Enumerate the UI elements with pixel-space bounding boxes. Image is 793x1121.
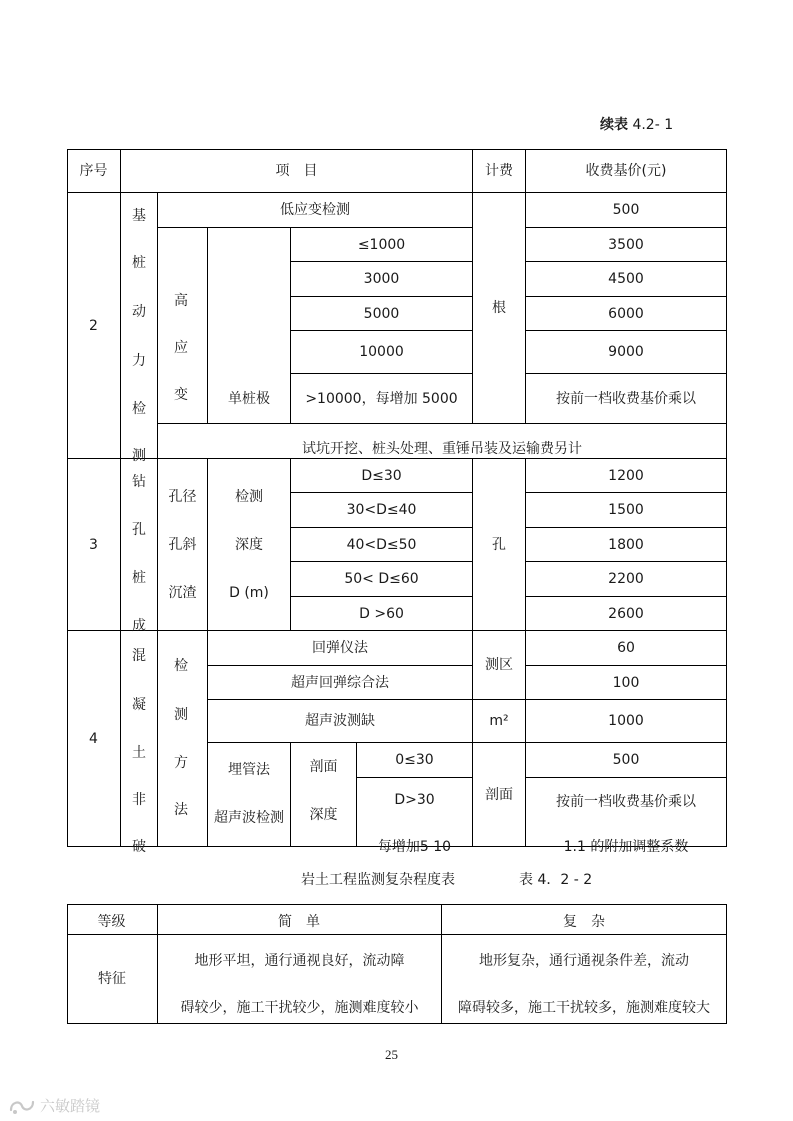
range-cell: 40<D≤50 bbox=[346, 536, 417, 553]
watermark-logo-icon bbox=[8, 1096, 36, 1116]
category-char: 钻 bbox=[132, 474, 146, 490]
col2-label: 沉渣 bbox=[168, 585, 197, 601]
category-char: 破 bbox=[132, 839, 146, 855]
category-char: 桩 bbox=[132, 570, 146, 586]
price-cell: 1500 bbox=[608, 502, 644, 518]
rule bbox=[67, 934, 727, 935]
range-cell: ≤1000 bbox=[357, 236, 406, 253]
complex-text-line: 地形复杂，通行通视条件差，流动 bbox=[479, 953, 689, 969]
unit-cell: 孔 bbox=[492, 536, 506, 553]
range-cell: 5000 bbox=[363, 305, 400, 322]
table2-header bbox=[67, 904, 727, 930]
unit-cell: 根 bbox=[492, 300, 506, 316]
category-char: 动 bbox=[132, 304, 146, 320]
range-text-cut: 每增加5 10 bbox=[377, 839, 452, 855]
price-cell: 3500 bbox=[608, 236, 644, 253]
method-char: 法 bbox=[174, 802, 188, 818]
buried-label: 超声波检测 bbox=[214, 810, 284, 826]
method-char: 测 bbox=[174, 707, 188, 723]
feature-label: 特征 bbox=[98, 971, 126, 987]
category-char: 非 bbox=[132, 792, 146, 808]
range-cell: 50< D≤60 bbox=[344, 571, 419, 587]
category-char: 成 bbox=[132, 618, 146, 634]
price-cell: 1800 bbox=[608, 536, 644, 553]
category-char: 检 bbox=[132, 401, 146, 417]
low-strain-label: 低应变检测 bbox=[280, 202, 350, 218]
category-char: 力 bbox=[132, 353, 146, 369]
price-cell: 1000 bbox=[608, 713, 644, 729]
category-cell bbox=[121, 459, 157, 634]
price-cell: 2200 bbox=[608, 571, 644, 587]
header-price: 收费基价(元) bbox=[585, 163, 667, 179]
range-cell: D≤30 bbox=[361, 467, 402, 484]
method-label: 超声波测缺 bbox=[305, 713, 375, 729]
buried-label: 埋管法 bbox=[228, 762, 270, 778]
rule bbox=[726, 149, 727, 846]
price-cell: 按前一档收费基价乘以 bbox=[556, 390, 696, 407]
rule bbox=[67, 904, 727, 905]
method-cell bbox=[158, 631, 207, 846]
range-cell: 30<D≤40 bbox=[346, 502, 417, 518]
method-char: 检 bbox=[174, 658, 188, 674]
note-row: 试坑开挖、桩头处理、重锤吊装及运输费另计 bbox=[302, 441, 582, 457]
depth-label: 深度 bbox=[309, 807, 338, 823]
col2-label: 孔斜 bbox=[168, 537, 197, 553]
price-cell: 500 bbox=[612, 752, 640, 768]
high-strain-char: 应 bbox=[174, 340, 188, 356]
price-cell: 500 bbox=[612, 202, 640, 218]
method-label: 超声回弹综合法 bbox=[291, 674, 389, 691]
simple-text-line: 碍较少，施工干扰较少，施测难度较小 bbox=[180, 1000, 419, 1016]
category-char: 测 bbox=[132, 448, 146, 464]
seq-cell: 2 bbox=[89, 317, 98, 334]
seq-cell: 3 bbox=[89, 536, 98, 553]
category-char: 凝 bbox=[132, 697, 146, 713]
header-grade: 等级 bbox=[97, 914, 126, 930]
category-char: 桩 bbox=[132, 255, 146, 271]
category-cell bbox=[121, 631, 157, 855]
range-text: D>30 bbox=[394, 792, 435, 808]
watermark bbox=[8, 1095, 100, 1116]
price-cell: 2600 bbox=[608, 605, 644, 622]
complex-text-line: 障碍较多，施工干扰较多，施测难度较大 bbox=[458, 1000, 710, 1016]
high-strain-char: 变 bbox=[174, 387, 188, 403]
price-text-cut: 1.1 的附加调整系数 bbox=[563, 839, 689, 855]
method-char: 方 bbox=[174, 755, 188, 771]
price-cell: 1200 bbox=[608, 467, 644, 484]
simple-text-line: 地形平坦，通行通视良好，流动障 bbox=[194, 953, 405, 969]
price-cell: 6000 bbox=[608, 305, 644, 322]
continued-table-title: 续表 4.2- 1 bbox=[600, 117, 674, 133]
high-strain-cell bbox=[158, 228, 207, 423]
header-complex: 复 杂 bbox=[563, 914, 605, 930]
price-cell-split bbox=[526, 778, 726, 855]
unit-cell: 测区 bbox=[485, 657, 513, 673]
price-cell: 100 bbox=[612, 674, 640, 691]
single-pile-label: 单桩极 bbox=[228, 390, 270, 407]
category-char: 土 bbox=[132, 745, 146, 761]
price-cell: 4500 bbox=[608, 271, 644, 287]
buried-pipe-cell bbox=[208, 743, 290, 846]
unit-cell: 剖面 bbox=[485, 786, 513, 803]
range-cell: 3000 bbox=[363, 271, 400, 287]
col3-label: D (m) bbox=[229, 585, 269, 601]
header-unit: 计费 bbox=[485, 163, 513, 179]
range-cell: >10000，每增加 5000 bbox=[305, 390, 458, 407]
price-text: 按前一档收费基价乘以 bbox=[556, 794, 696, 810]
col3-label: 深度 bbox=[235, 537, 263, 553]
category-char: 基 bbox=[132, 208, 146, 224]
header-item: 项 目 bbox=[275, 163, 318, 179]
rule bbox=[67, 1023, 727, 1024]
section-depth-cell bbox=[291, 743, 356, 846]
col2-label: 孔径 bbox=[168, 489, 197, 505]
table2-title: 岩土工程监测复杂程度表 bbox=[301, 872, 455, 888]
depth-cell bbox=[208, 459, 290, 630]
range-cell: D >60 bbox=[359, 605, 404, 622]
table2-number: 表 4．2 - 2 bbox=[519, 872, 593, 888]
category-char: 孔 bbox=[132, 522, 146, 538]
col3-label: 检测 bbox=[235, 489, 263, 505]
price-cell: 9000 bbox=[608, 344, 644, 360]
watermark-text: 六敏踏镜 bbox=[40, 1097, 101, 1115]
method-label: 回弹仪法 bbox=[312, 640, 368, 656]
price-cell: 60 bbox=[617, 640, 635, 656]
high-strain-char: 高 bbox=[174, 293, 188, 309]
unit-cell: m² bbox=[489, 713, 509, 729]
range-cell: 0≤30 bbox=[395, 752, 434, 768]
seq-cell: 4 bbox=[89, 730, 98, 747]
category-cell bbox=[121, 193, 157, 464]
range-cell: 10000 bbox=[359, 344, 404, 360]
header-simple: 简 单 bbox=[278, 914, 320, 930]
rule bbox=[726, 904, 727, 1024]
page-number: 25 bbox=[385, 1047, 398, 1062]
category-char: 混 bbox=[132, 648, 146, 664]
range-cell-split bbox=[357, 778, 472, 855]
diameter-cell bbox=[158, 459, 207, 630]
section-label: 剖面 bbox=[309, 759, 338, 775]
header-seq: 序号 bbox=[79, 163, 108, 179]
